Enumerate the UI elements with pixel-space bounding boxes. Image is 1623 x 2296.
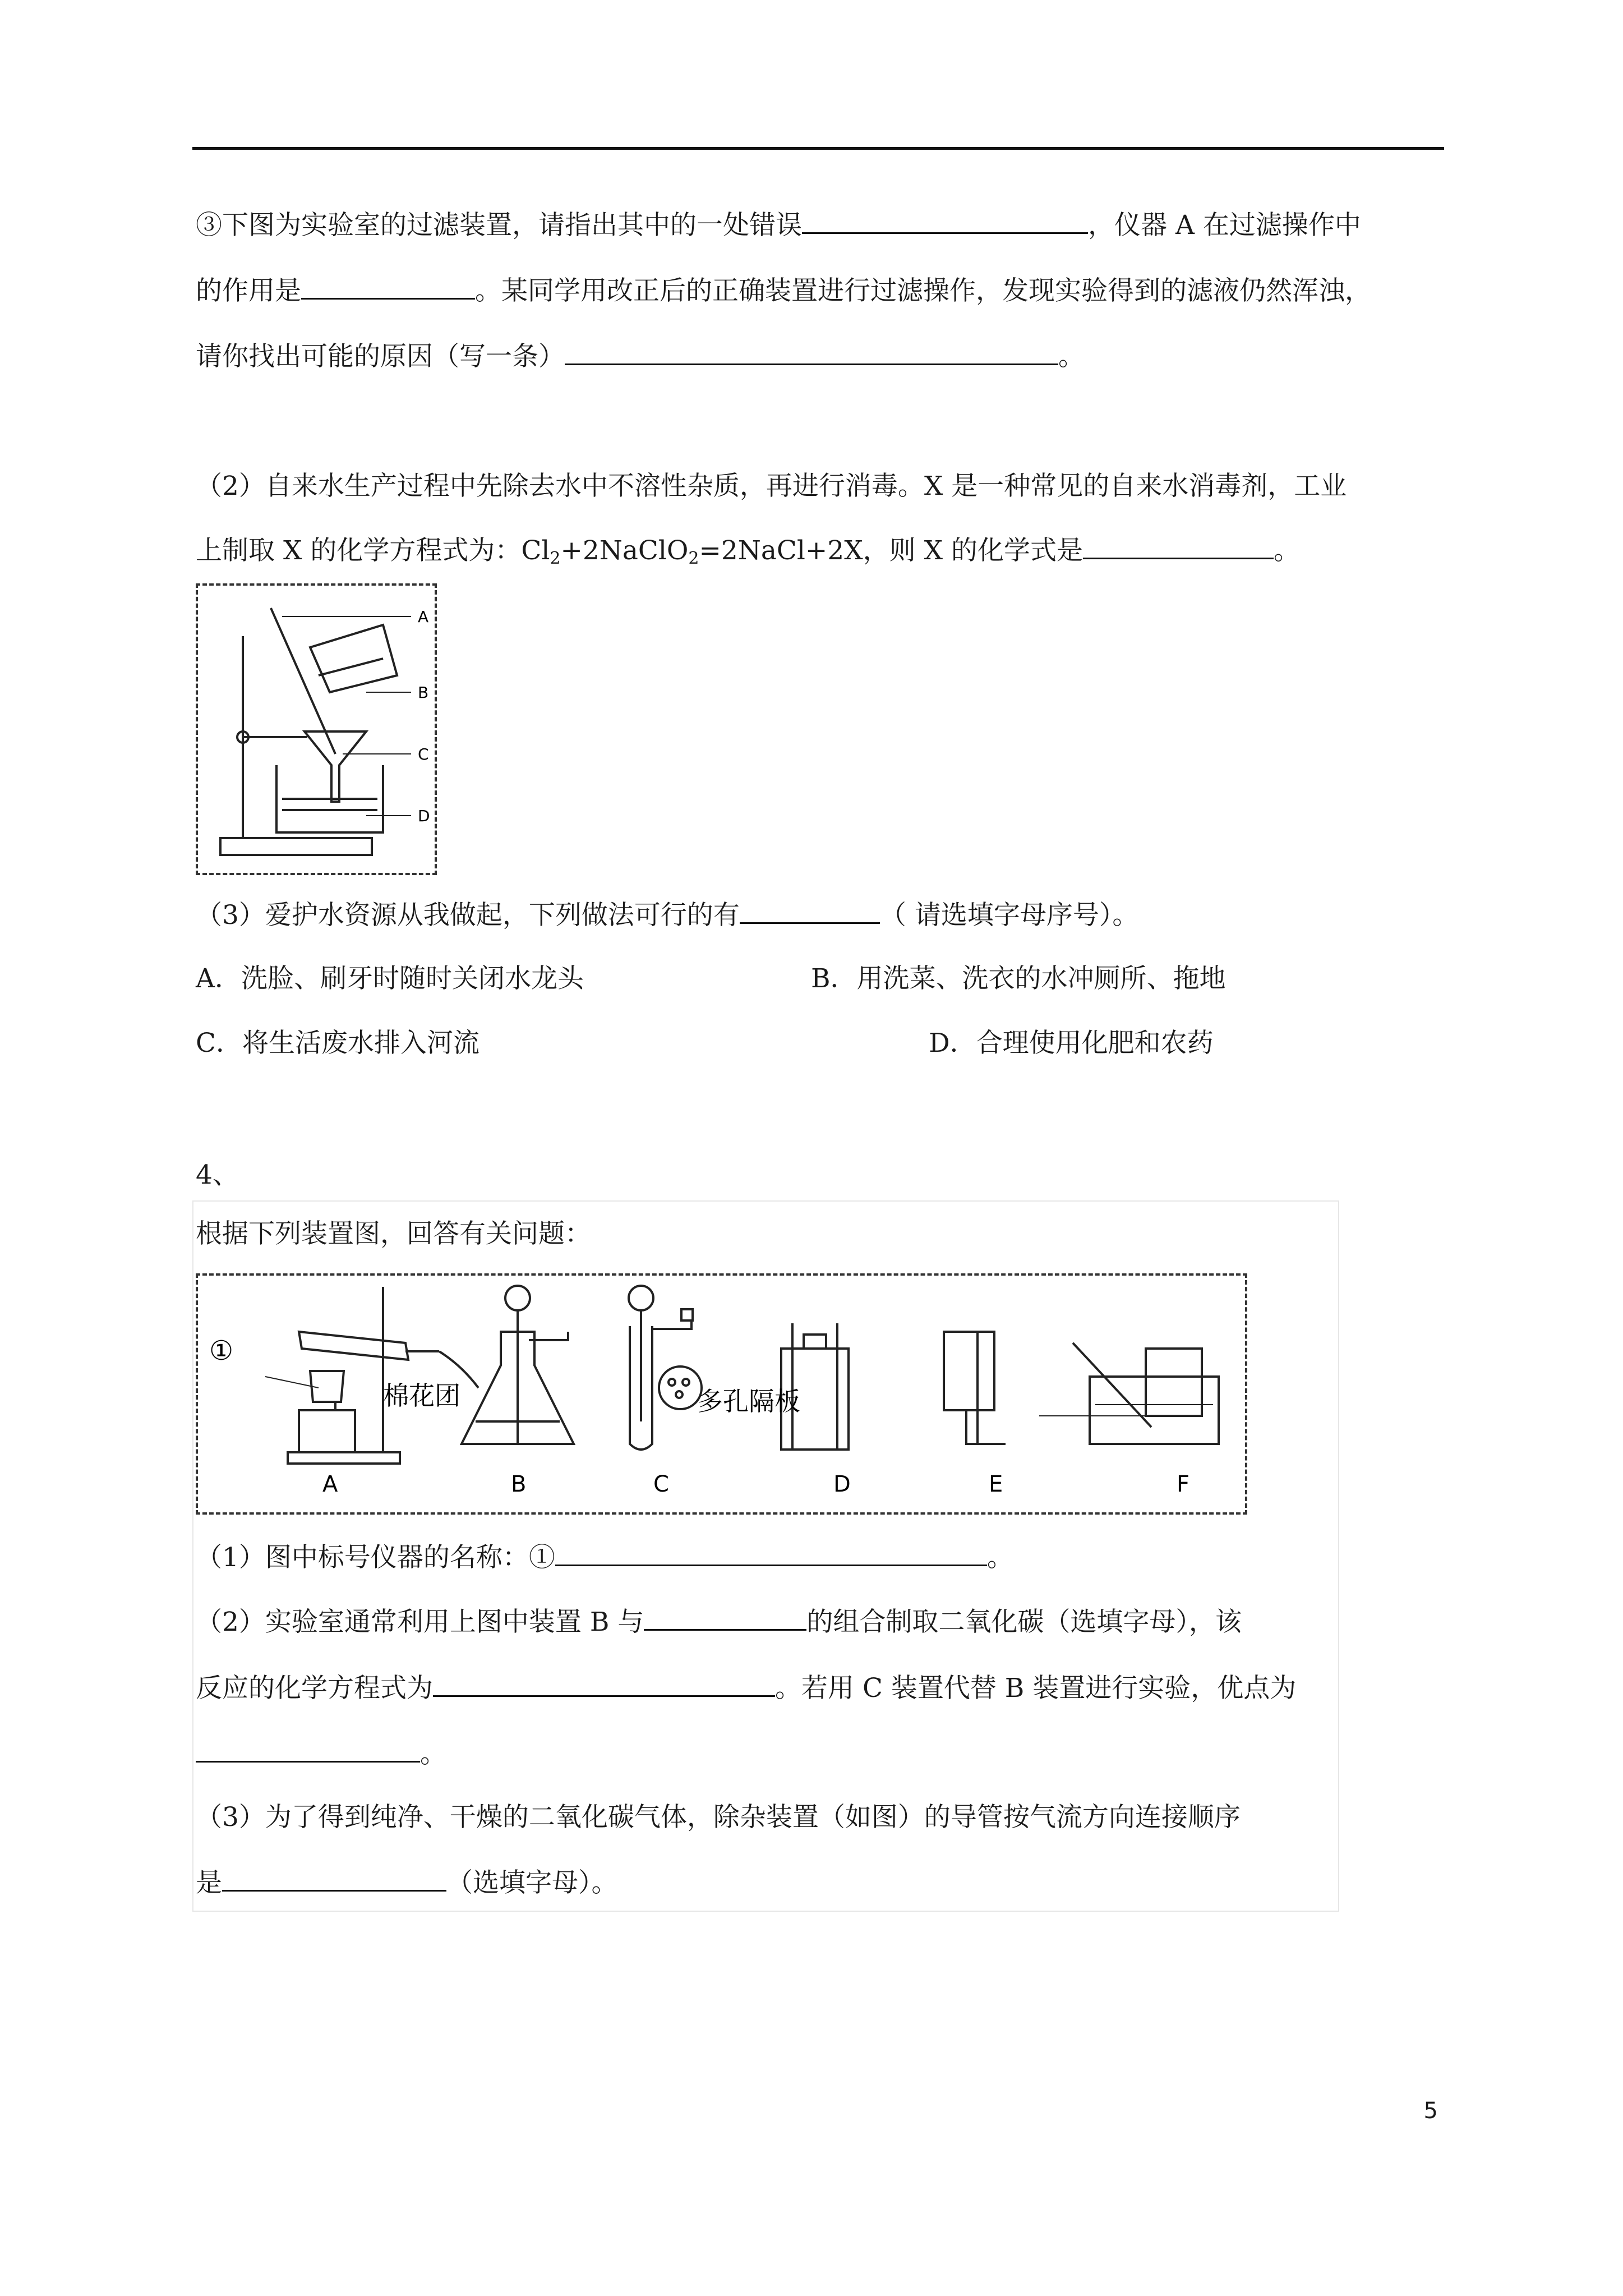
option-d: D．合理使用化肥和农药 xyxy=(929,1028,1214,1059)
answer-blank-instrument[interactable] xyxy=(555,1540,987,1566)
equation-part: 上制取 X 的化学方程式为：Cl xyxy=(196,535,550,566)
q3-line2 xyxy=(196,273,1371,308)
label-C: C xyxy=(418,745,429,763)
q3-part2-line2 xyxy=(196,533,1300,576)
option-a: A．洗脸、刷牙时随时关闭水龙头 xyxy=(196,963,584,994)
apparatus-figure xyxy=(196,1273,1247,1515)
answer-blank-reason[interactable] xyxy=(565,339,1058,365)
apparatus-a xyxy=(265,1287,478,1464)
answer-blank-device[interactable] xyxy=(644,1604,806,1631)
letter-C: C xyxy=(653,1471,669,1497)
q4-part2-text-end: 的组合制取二氧化碳（选填字母），该 xyxy=(806,1607,1242,1637)
answer-blank-choice[interactable] xyxy=(740,898,880,924)
q3-part3-end: （ 请选填字母序号）。 xyxy=(879,900,1139,931)
label-D: D xyxy=(418,807,430,825)
option-b: B．用洗菜、洗衣的水冲厕所、拖地 xyxy=(811,963,1226,994)
q4-intro: 根据下列装置图，回答有关问题： xyxy=(196,1218,591,1249)
marker-circled-1: ① xyxy=(209,1335,234,1366)
q3-part2-line1: （2）自来水生产过程中先除去水中不溶性杂质，再进行消毒。X 是一种常见的自来水消毒剂，工业 xyxy=(196,471,1347,501)
answer-blank-order[interactable] xyxy=(222,1865,446,1892)
answer-blank-error[interactable] xyxy=(802,208,1088,234)
q4-part1-end: 。 xyxy=(986,1542,1013,1573)
q4-number: 4、 xyxy=(196,1159,239,1190)
answer-blank-formula[interactable] xyxy=(1083,533,1274,559)
q4-part3-text: 是 xyxy=(196,1867,222,1898)
letter-D: D xyxy=(833,1471,851,1497)
q3-line2-text-end: 。某同学用改正后的正确装置进行过滤操作，发现实验得到的滤液仍然浑浊， xyxy=(475,275,1371,306)
letter-F: F xyxy=(1177,1471,1190,1497)
q3-line3-end: 。 xyxy=(1058,341,1085,372)
letter-A: A xyxy=(322,1471,338,1497)
option-c: C．将生活废水排入河流 xyxy=(196,1028,479,1059)
q3-line1 xyxy=(196,208,1361,242)
filtration-apparatus-drawing xyxy=(198,586,435,873)
q3-part2-end: 。 xyxy=(1274,535,1301,566)
q4-part2-text: （2）实验室通常利用上图中装置 B 与 xyxy=(196,1607,644,1637)
porous-plate-label: 多孔隔板 xyxy=(697,1386,800,1416)
q4-part1 xyxy=(196,1540,1013,1575)
equation-part: =2NaCl+2X，则 X 的化学式是 xyxy=(699,535,1083,566)
apparatus-b xyxy=(462,1286,574,1444)
q3-line1-text-end: ，仪器 A 在过滤操作中 xyxy=(1088,210,1361,241)
q4-part2-line3 xyxy=(196,1736,446,1771)
q3-line3 xyxy=(196,339,1085,374)
apparatus-drawing xyxy=(198,1276,1245,1512)
answer-blank-role[interactable] xyxy=(301,273,475,300)
subscript: 2 xyxy=(688,549,699,568)
stand-base xyxy=(220,838,372,855)
q4-part1-text: （1）图中标号仪器的名称：① xyxy=(196,1542,555,1573)
q3-part3-line xyxy=(196,898,1138,932)
q3-line1-text: ③下图为实验室的过滤装置，请指出其中的一处错误 xyxy=(196,210,802,241)
q4-part2-line2-text: 反应的化学方程式为 xyxy=(196,1673,433,1704)
q3-line3-text: 请你找出可能的原因（写一条） xyxy=(196,341,565,372)
q4-part2-line2 xyxy=(196,1671,1296,1705)
q4-part2-line2-end: 。若用 C 装置代替 B 装置进行实验，优点为 xyxy=(775,1673,1297,1704)
q3-line2-text: 的作用是 xyxy=(196,275,301,306)
apparatus-f xyxy=(1039,1343,1219,1444)
apparatus-e xyxy=(944,1332,1006,1444)
label-A: A xyxy=(418,608,429,626)
cotton-label: 棉花团 xyxy=(383,1381,460,1411)
q4-part3-line1: （3）为了得到纯净、干燥的二氧化碳气体，除杂装置（如图）的导管按气流方向连接顺序 xyxy=(196,1802,1241,1833)
q4-part3-end: （选填字母）。 xyxy=(446,1867,618,1898)
letter-B: B xyxy=(511,1471,527,1497)
apparatus-c xyxy=(629,1286,702,1450)
answer-blank-advantage[interactable] xyxy=(196,1736,420,1763)
subscript: 2 xyxy=(550,549,561,568)
page-number: 5 xyxy=(1423,2098,1438,2124)
letter-E: E xyxy=(989,1471,1003,1497)
answer-blank-equation[interactable] xyxy=(433,1671,775,1697)
q4-part2-line3-end: 。 xyxy=(420,1738,446,1769)
q4-part3-line2 xyxy=(196,1865,618,1900)
filtration-figure xyxy=(196,583,437,875)
q4-part2-line1 xyxy=(196,1604,1242,1639)
equation-part: +2NaClO xyxy=(560,535,689,566)
q3-part3-text: （3）爱护水资源从我做起，下列做法可行的有 xyxy=(196,900,740,931)
label-B: B xyxy=(418,683,429,702)
header-rule xyxy=(192,147,1444,150)
